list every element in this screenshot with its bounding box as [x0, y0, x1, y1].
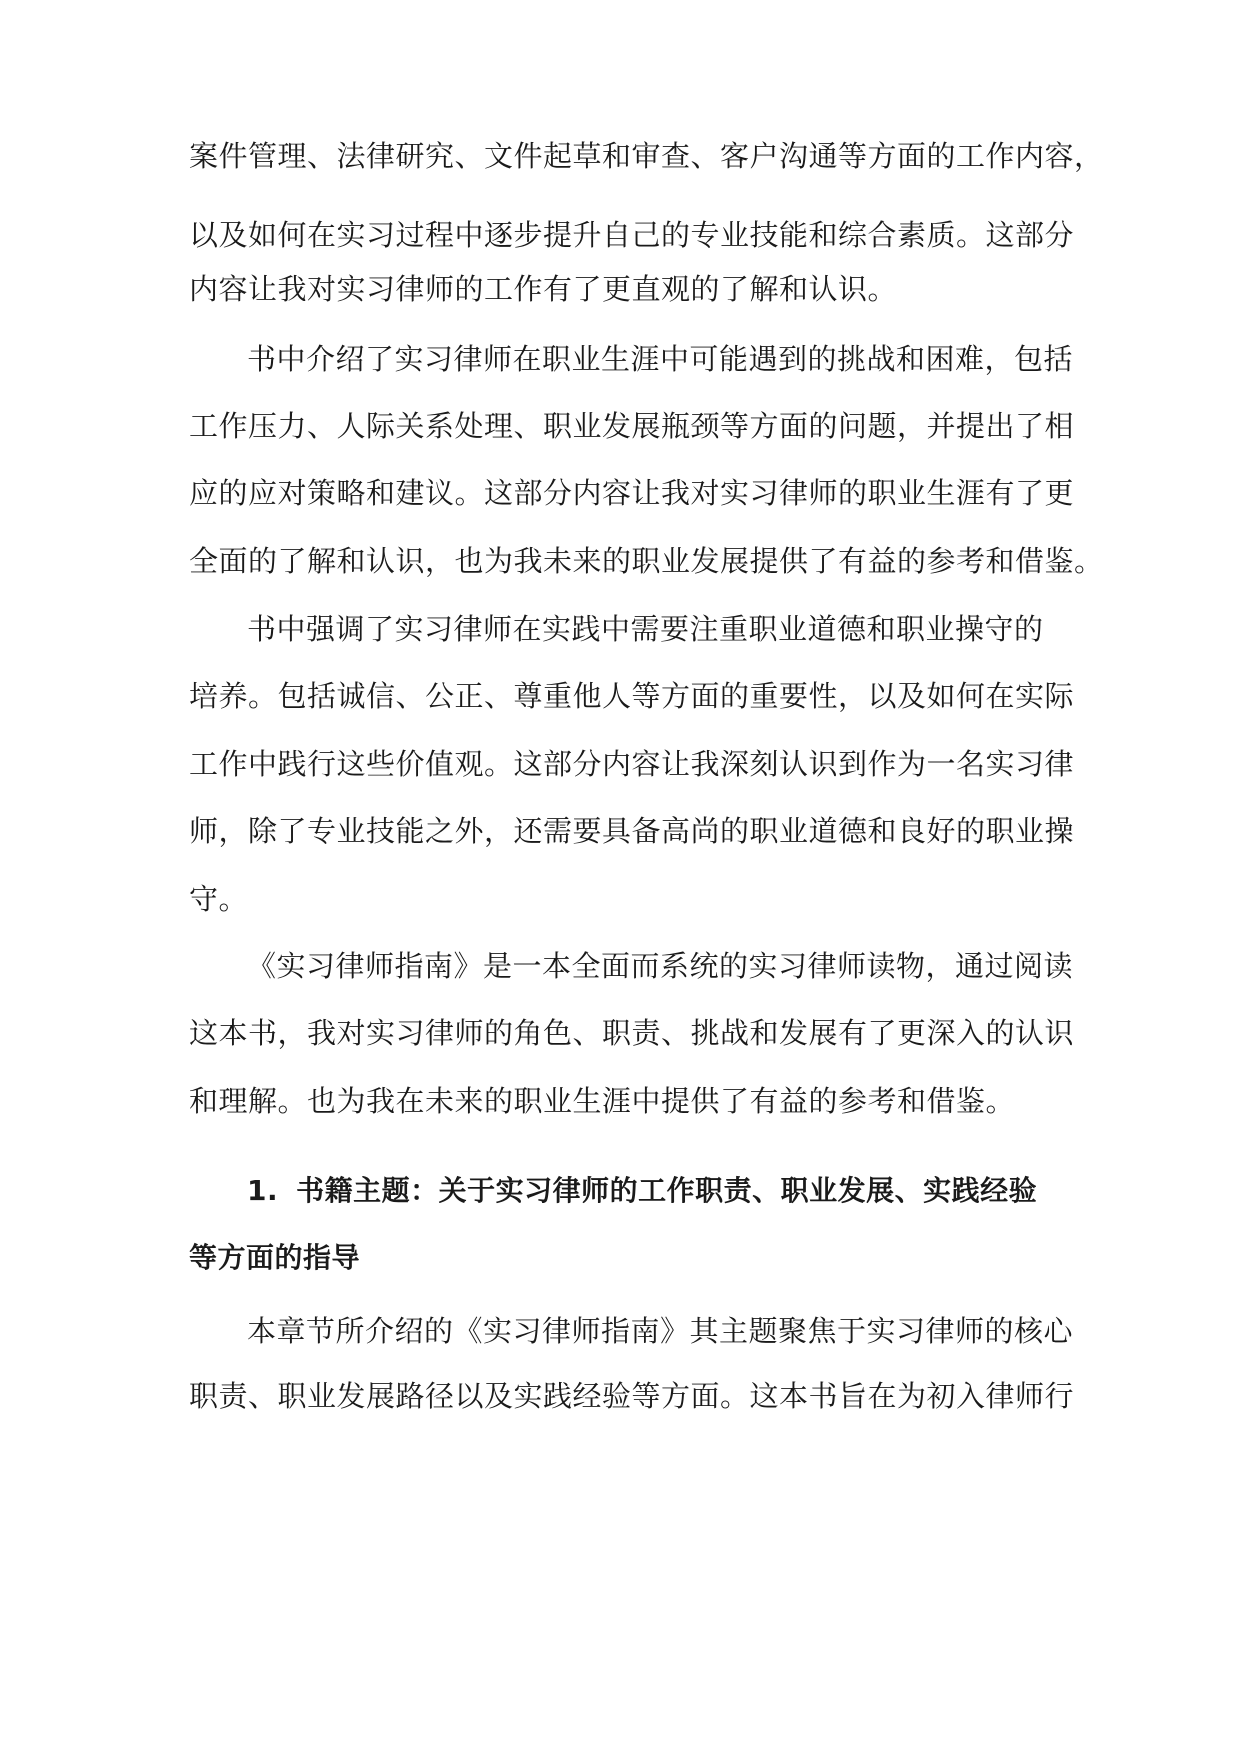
text-line: 培养。包括诚信、公正、尊重他人等方面的重要性，以及如何在实际	[189, 679, 1075, 713]
heading-line	[247, 1171, 1127, 1211]
text-line: 书中强调了实习律师在实践中需要注重职业道德和职业操守的	[247, 612, 1044, 646]
text-line: 和理解。也为我在未来的职业生涯中提供了有益的参考和借鉴。	[189, 1084, 1016, 1118]
text-line: 以及如何在实习过程中逐步提升自己的专业技能和综合素质。这部分	[189, 218, 1075, 252]
text-line: 内容让我对实习律师的工作有了更直观的了解和认识。	[189, 272, 898, 306]
text-line: 工作中践行这些价值观。这部分内容让我深刻认识到作为一名实习律	[189, 747, 1075, 781]
text-line: 全面的了解和认识，也为我未来的职业发展提供了有益的参考和借鉴。	[189, 544, 1104, 578]
heading-line: 等方面的指导	[189, 1241, 361, 1274]
text-line: 这本书，我对实习律师的角色、职责、挑战和发展有了更深入的认识	[189, 1016, 1075, 1050]
text-line: 本章节所介绍的《实习律师指南》其主题聚焦于实习律师的核心	[247, 1314, 1074, 1348]
text-line: 师，除了专业技能之外，还需要具备高尚的职业道德和良好的职业操	[189, 814, 1075, 848]
heading-text: 书籍主题：关于实习律师的工作职责、职业发展、实践经验	[296, 1174, 1038, 1207]
text-line: 应的应对策略和建议。这部分内容让我对实习律师的职业生涯有了更	[189, 476, 1075, 510]
text-line: 工作压力、人际关系处理、职业发展瓶颈等方面的问题，并提出了相	[189, 409, 1075, 443]
text-line: 案件管理、法律研究、文件起草和审查、客户沟通等方面的工作内容，	[189, 139, 1104, 173]
text-line: 守。	[189, 882, 249, 916]
text-line: 《实习律师指南》是一本全面而系统的实习律师读物，通过阅读	[247, 949, 1074, 983]
heading-number: 1.	[247, 1174, 279, 1207]
text-line: 书中介绍了实习律师在职业生涯中可能遇到的挑战和困难，包括	[247, 342, 1074, 376]
text-line: 职责、职业发展路径以及实践经验等方面。这本书旨在为初入律师行	[189, 1379, 1075, 1413]
